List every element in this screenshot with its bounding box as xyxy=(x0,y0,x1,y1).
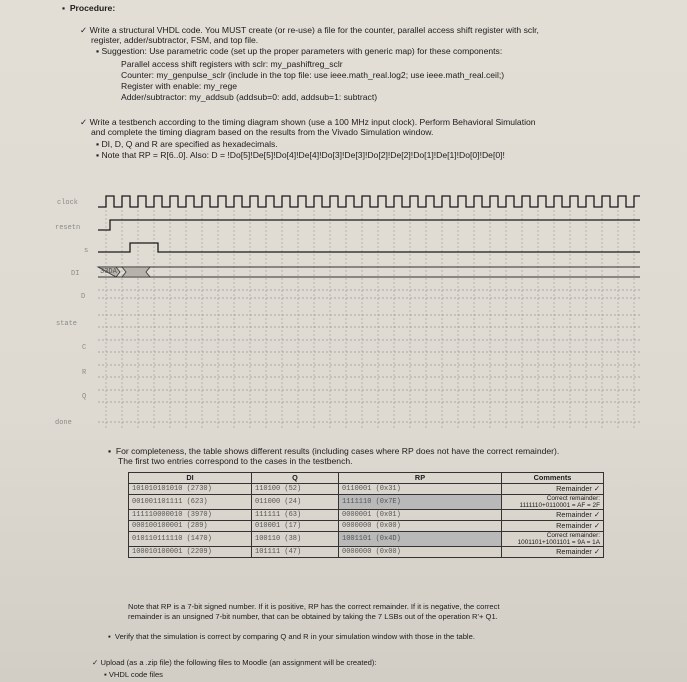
di-value: 33DA xyxy=(100,268,117,276)
table-row: 100010100001 (2209) 101111 (47) 0000000 (0x00) Remainder ✓ xyxy=(129,547,604,558)
table-row: 001001101111 (623) 011000 (24) 1111110 (0x7E) Correct remainder: 1111110+0110001 = AF = 2F xyxy=(129,495,604,510)
signal-label-s: s xyxy=(84,247,89,255)
component-register: Register with enable: my_rege xyxy=(121,81,238,91)
signal-label-c: C xyxy=(82,344,87,352)
col-di: DI xyxy=(129,473,252,484)
results-table xyxy=(128,472,604,558)
note-text: Note that RP is a 7-bit signed number. If it is positive, RP has the correct remainder. If it is negative, the correct xyxy=(128,602,500,611)
table-row: 000100100001 (289) 010001 (17) 0000000 (0x00) Remainder ✓ xyxy=(129,521,604,532)
upload-step: ✓ Upload (as a .zip file) the following files to Moodle (an assignment will be created): xyxy=(92,658,377,667)
di-bus xyxy=(98,267,640,277)
component-shiftreg: Parallel access shift registers with sclr: my_pashiftreg_sclr xyxy=(121,59,343,69)
upload-bullet: ▪ VHDL code files xyxy=(104,670,163,679)
step1-text: Write a structural VHDL code. You MUST create (or re-use) a file for the counter, parallel access shift register with sclr, xyxy=(89,25,539,35)
table-row: 111110000010 (3970) 111111 (63) 0000001 (0x01) Remainder ✓ xyxy=(129,510,604,521)
s-waveform xyxy=(98,243,640,252)
signal-label-q: Q xyxy=(82,393,87,401)
signal-label-d: D xyxy=(81,293,86,301)
step2-text-cont: and complete the timing diagram based on the results from the Vivado Simulation window. xyxy=(91,127,434,137)
checkmark-icon: ✓ xyxy=(80,25,90,35)
component-addsub: Adder/subtractor: my_addsub (addsub=0: add, addsub=1: subtract) xyxy=(121,92,378,102)
checkmark-icon: ✓ xyxy=(92,658,101,667)
col-q: Q xyxy=(252,473,339,484)
procedure-heading: ▪ Procedure: xyxy=(62,3,116,13)
signal-label-clock: clock xyxy=(57,199,79,207)
signal-label-resetn: resetn xyxy=(55,224,81,232)
clock-waveform xyxy=(98,196,640,207)
signal-label-r: R xyxy=(82,369,87,377)
note-text-cont: remainder is an unsigned 7-bit number, that can be obtained by taking the 7 LSBs out of the operation R'+ Q1. xyxy=(128,612,498,621)
table-intro: ▪ For completeness, the table shows different results (including cases where RP does not have the correct remainder). xyxy=(108,446,560,456)
col-comments: Comments xyxy=(502,473,604,484)
table-row: 010110111110 (1470) 100110 (38) 1001101 (0x4D) Correct remainder: 1001101+1001101 = 9A = 1A xyxy=(129,532,604,547)
step2-text: Write a testbench according to the timing diagram shown (use a 100 MHz input clock). Perform Behavioral Simulation xyxy=(89,117,536,127)
bullet: ▪ xyxy=(62,3,70,13)
table-row: 101010101010 (2730) 110100 (52) 0110001 (0x31) Remainder ✓ xyxy=(129,484,604,495)
suggestion: ▪ Suggestion: Use parametric code (set up the proper parameters with generic map) for these components: xyxy=(96,46,503,56)
col-rp: RP xyxy=(339,473,502,484)
resetn-waveform xyxy=(98,220,640,230)
signal-label-state: state xyxy=(56,320,78,328)
signal-label-di: DI xyxy=(71,270,80,278)
table-header-row xyxy=(129,473,604,484)
bullet: ▪ xyxy=(96,46,102,56)
component-counter: Counter: my_genpulse_sclr (include in the top file: use ieee.math_real.log2; use ieee.math_real.ceil;) xyxy=(121,70,505,80)
table-intro-cont: The first two entries correspond to the cases in the testbench. xyxy=(118,456,353,466)
bullet-rp: ▪ Note that RP = R[6..0]. Also: D = !Do[5]!De[5]!Do[4]!De[4]!Do[3]!De[3]!Do[2]!De[2]!Do[1]!De[1]!Do[0]!De[0]! xyxy=(96,150,505,160)
bullet-hex: ▪ DI, D, Q and R are specified as hexadecimals. xyxy=(96,139,278,149)
signal-label-done: done xyxy=(55,419,72,427)
verify-bullet: ▪ Verify that the simulation is correct by comparing Q and R in your simulation window with those in the table. xyxy=(108,632,475,641)
step1-text-cont: register, adder/subtractor, FSM, and top file. xyxy=(91,35,259,45)
checkmark-icon: ✓ xyxy=(80,117,90,127)
